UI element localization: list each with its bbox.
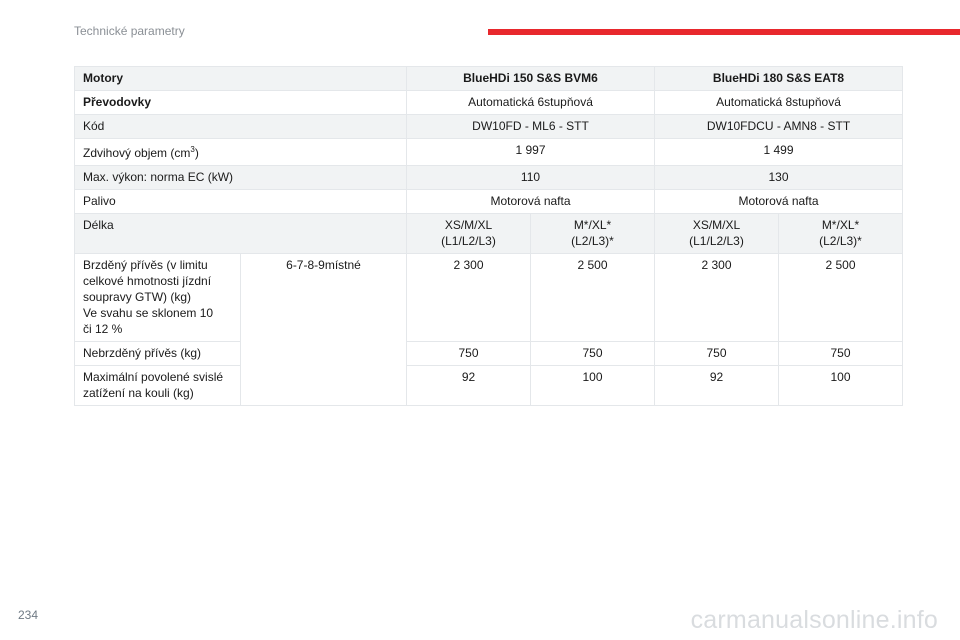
towball-load-label-line-2: zatížení na kouli (kg) [83,386,194,400]
row-label-displacement [75,139,407,166]
gearbox-value-2: Automatická 8stupňová [655,91,903,115]
row-label-braked-trailer [75,254,241,342]
braked-trailer-label-line-2: celkové hmotnosti jízdní [83,274,212,288]
table-row-length [75,214,903,254]
towball-load-value-1: 92 [407,366,531,406]
length-value-3 [655,214,779,254]
row-label-fuel: Palivo [75,190,407,214]
length-value-4 [779,214,903,254]
braked-trailer-value-1: 2 300 [407,254,531,342]
length-value-1-line-1: XS/M/XL [444,218,493,232]
table-header-row [75,67,903,91]
length-value-1 [407,214,531,254]
table-row-displacement [75,139,903,166]
length-value-2 [531,214,655,254]
header-engine-1: BlueHDi 150 S&S BVM6 [407,67,655,91]
section-accent-bar [488,29,960,35]
towball-load-value-2: 100 [531,366,655,406]
length-value-2-line-2: (L2/L3)* [571,234,614,248]
table-row-unbraked-trailer [75,342,903,366]
code-value-1: DW10FD - ML6 - STT [407,115,655,139]
unbraked-trailer-value-4: 750 [779,342,903,366]
displacement-label-superscript: 3 [190,145,195,154]
braked-trailer-label-line-5: či 12 % [83,322,123,336]
length-value-2-line-1: M*/XL* [573,218,612,232]
length-value-4-line-1: M*/XL* [821,218,860,232]
unbraked-trailer-value-1: 750 [407,342,531,366]
braked-trailer-value-2: 2 500 [531,254,655,342]
row-label-unbraked-trailer: Nebrzděný přívěs (kg) [75,342,241,366]
header-engines: Motory [75,67,407,91]
towball-load-value-4: 100 [779,366,903,406]
table-row-braked-trailer [75,254,903,342]
towball-load-value-3: 92 [655,366,779,406]
row-label-towball-load [75,366,241,406]
braked-trailer-value-3: 2 300 [655,254,779,342]
technical-specs-table [74,66,903,406]
row-label-length: Délka [75,214,407,254]
displacement-value-2: 1 499 [655,139,903,166]
power-value-2: 130 [655,166,903,190]
braked-trailer-value-4: 2 500 [779,254,903,342]
unbraked-trailer-value-2: 750 [531,342,655,366]
code-value-2: DW10FDCU - AMN8 - STT [655,115,903,139]
displacement-value-1: 1 997 [407,139,655,166]
table-row-towball-load [75,366,903,406]
header-engine-2: BlueHDi 180 S&S EAT8 [655,67,903,91]
braked-trailer-label-line-4: Ve svahu se sklonem 10 [83,306,214,320]
braked-trailer-label-line-1: Brzděný přívěs (v limitu [83,258,208,272]
length-value-3-line-2: (L1/L2/L3) [689,234,744,248]
row-label-power: Max. výkon: norma EC (kW) [75,166,407,190]
table-row-fuel [75,190,903,214]
gearbox-value-1: Automatická 6stupňová [407,91,655,115]
towball-load-label-line-1: Maximální povolené svislé [83,370,224,384]
table-row-power [75,166,903,190]
table-row-code [75,115,903,139]
seat-configuration: 6-7-8-9místné [241,254,407,406]
length-value-3-line-1: XS/M/XL [692,218,741,232]
row-label-code: Kód [75,115,407,139]
watermark: carmanualsonline.info [690,606,938,634]
unbraked-trailer-value-3: 750 [655,342,779,366]
displacement-label-text: Zdvihový objem (cm [83,146,191,160]
fuel-value-1: Motorová nafta [407,190,655,214]
braked-trailer-label-line-3: soupravy GTW) (kg) [83,290,192,304]
page-number: 234 [18,608,39,622]
displacement-label-suffix: ) [194,146,199,160]
power-value-1: 110 [407,166,655,190]
section-title: Technické parametry [74,24,185,38]
length-value-4-line-2: (L2/L3)* [819,234,862,248]
table-row-gearbox [75,91,903,115]
row-label-gearbox: Převodovky [75,91,407,115]
length-value-1-line-2: (L1/L2/L3) [441,234,496,248]
fuel-value-2: Motorová nafta [655,190,903,214]
